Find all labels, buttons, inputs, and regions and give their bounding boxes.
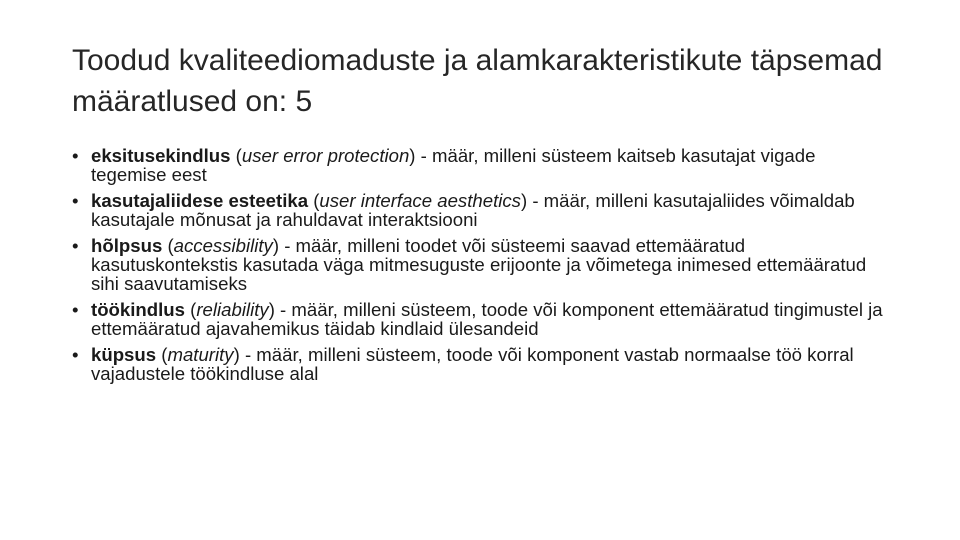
bullet-list (72, 146, 892, 390)
bullet-item (72, 300, 892, 338)
bullet-term: küpsus (91, 344, 157, 365)
bullet-english-term: user error protection (241, 145, 410, 166)
bullet-definition: ) - määr, milleni süsteem kaitseb kasutajat vigade tegemise eest (91, 145, 816, 185)
bullet-open: ( (162, 235, 174, 256)
bullet-definition: ) - määr, milleni toodet või süsteemi saavad ettemääratud kasutuskontekstis kasutada väga mitmesuguste erijoonte ja võimetega inimesed ettemääratud sihi saavutamiseks (91, 235, 867, 294)
bullet-dot: • (72, 145, 79, 166)
bullet-item (72, 345, 892, 383)
bullet-item (72, 236, 892, 293)
bullet-term: eksitusekindlus (91, 145, 231, 166)
bullet-term: töökindlus (91, 299, 185, 320)
bullet-definition: ) - määr, milleni kasutajaliides võimaldab kasutajale mõnusat ja rahuldavat interaktsiooni (91, 190, 855, 230)
bullet-english-term: user interface aesthetics (319, 190, 521, 211)
bullet-english-term: accessibility (173, 235, 273, 256)
bullet-item (72, 146, 892, 184)
bullet-item (72, 191, 892, 229)
bullet-open: ( (308, 190, 320, 211)
bullet-definition: ) - määr, milleni süsteem, toode või komponent ettemääratud tingimustel ja ettemääratud ajavahemikus täidab kindlaid ülesandeid (91, 299, 883, 339)
bullet-dot: • (72, 235, 79, 256)
bullet-dot: • (72, 190, 79, 211)
bullet-open: ( (185, 299, 197, 320)
bullet-term: kasutajaliidese esteetika (91, 190, 309, 211)
bullet-english-term: maturity (167, 344, 234, 365)
bullet-term: hõlpsus (91, 235, 163, 256)
bullet-definition: ) - määr, milleni süsteem, toode või komponent vastab normaalse töö korral vajadustele töökindluse alal (91, 344, 854, 384)
bullet-dot: • (72, 299, 79, 320)
slide-title: Toodud kvaliteediomaduste ja alamkarakteristikute täpsemad määratlused on: 5 (72, 44, 883, 118)
bullet-open: ( (230, 145, 242, 166)
bullet-dot: • (72, 344, 79, 365)
bullet-open: ( (156, 344, 168, 365)
bullet-english-term: reliability (196, 299, 269, 320)
